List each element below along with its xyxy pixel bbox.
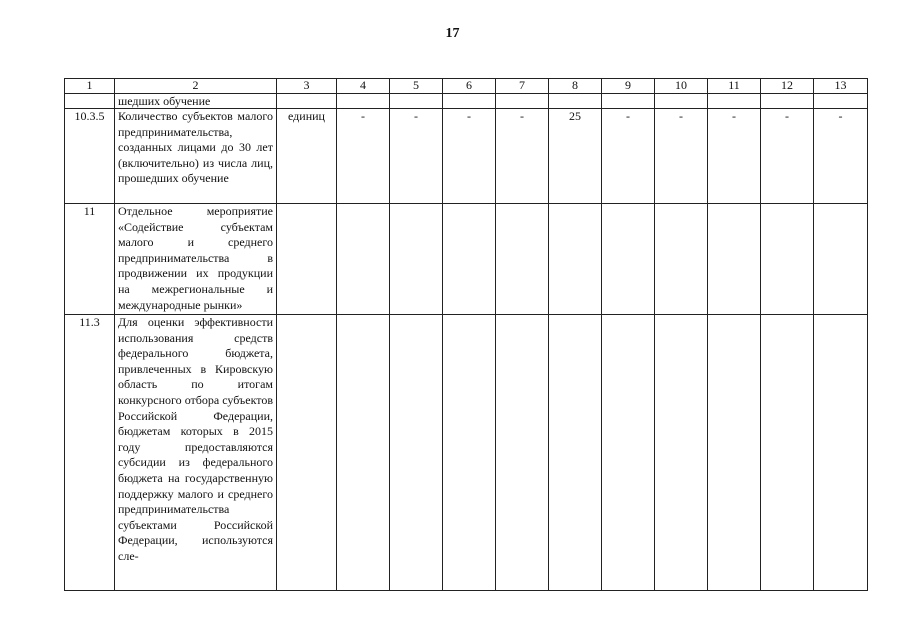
row-number: 11.3 — [65, 315, 115, 591]
column-header: 9 — [602, 79, 655, 94]
row-value — [549, 204, 602, 315]
column-header: 6 — [443, 79, 496, 94]
row-unit — [277, 315, 337, 591]
row-value — [496, 204, 549, 315]
row-value: 25 — [549, 109, 602, 204]
row-value — [761, 204, 814, 315]
row-number: 11 — [65, 204, 115, 315]
row-value — [761, 94, 814, 109]
row-value — [655, 94, 708, 109]
column-header: 2 — [115, 79, 277, 94]
column-header: 11 — [708, 79, 761, 94]
row-value — [814, 204, 868, 315]
row-value: - — [814, 109, 868, 204]
column-header: 5 — [390, 79, 443, 94]
row-value — [496, 94, 549, 109]
column-header: 13 — [814, 79, 868, 94]
row-value — [708, 204, 761, 315]
row-value — [443, 94, 496, 109]
column-header: 3 — [277, 79, 337, 94]
row-value — [337, 315, 390, 591]
row-description: Для оценки эффективности использования средств федерального бюджета, привлеченных в Кировскую область по итогам конкурсного отбора субъектов Российской Федерации, бюджетам которых в 2015 году предоставляются субсидии из федерального бюджета на государственную поддержку малого и среднего предпринимательства субъектами Российской Федерации, используются сле- — [115, 315, 277, 591]
row-number — [65, 94, 115, 109]
row-value — [602, 94, 655, 109]
row-value — [390, 204, 443, 315]
row-value — [655, 315, 708, 591]
row-unit — [277, 204, 337, 315]
row-value: - — [443, 109, 496, 204]
row-value — [337, 94, 390, 109]
column-header: 8 — [549, 79, 602, 94]
row-value: - — [390, 109, 443, 204]
row-value: - — [708, 109, 761, 204]
row-value — [390, 315, 443, 591]
row-value — [761, 315, 814, 591]
column-header: 4 — [337, 79, 390, 94]
page-number: 17 — [445, 26, 460, 41]
row-value — [390, 94, 443, 109]
column-header: 1 — [65, 79, 115, 94]
row-value: - — [602, 109, 655, 204]
column-header: 10 — [655, 79, 708, 94]
row-number: 10.3.5 — [65, 109, 115, 204]
row-value — [549, 94, 602, 109]
table-row — [65, 109, 868, 204]
row-value — [602, 315, 655, 591]
row-value — [496, 315, 549, 591]
row-unit — [277, 94, 337, 109]
row-value — [814, 94, 868, 109]
row-description: шедших обучение — [115, 94, 277, 109]
column-header: 12 — [761, 79, 814, 94]
row-value — [655, 204, 708, 315]
row-value — [337, 204, 390, 315]
row-value — [443, 315, 496, 591]
row-description: Количество субъектов малого предпринимательства, созданных лицами до 30 лет (включительно) из числа лиц, прошедших обучение — [115, 109, 277, 204]
table-row — [65, 204, 868, 315]
row-value — [602, 204, 655, 315]
column-header: 7 — [496, 79, 549, 94]
row-value — [549, 315, 602, 591]
row-value: - — [337, 109, 390, 204]
row-value — [443, 204, 496, 315]
indicators-table — [64, 78, 868, 591]
row-value — [708, 315, 761, 591]
row-value — [708, 94, 761, 109]
row-description: Отдельное мероприятие «Содействие субъектам малого и среднего предпринимательства в продвижении их продукции на межрегиональные и международные рынки» — [115, 204, 277, 315]
table-header-row — [65, 79, 868, 94]
row-unit: единиц — [277, 109, 337, 204]
row-value: - — [496, 109, 549, 204]
table-row — [65, 315, 868, 591]
table-row — [65, 94, 868, 109]
row-value — [814, 315, 868, 591]
row-value: - — [761, 109, 814, 204]
row-value: - — [655, 109, 708, 204]
